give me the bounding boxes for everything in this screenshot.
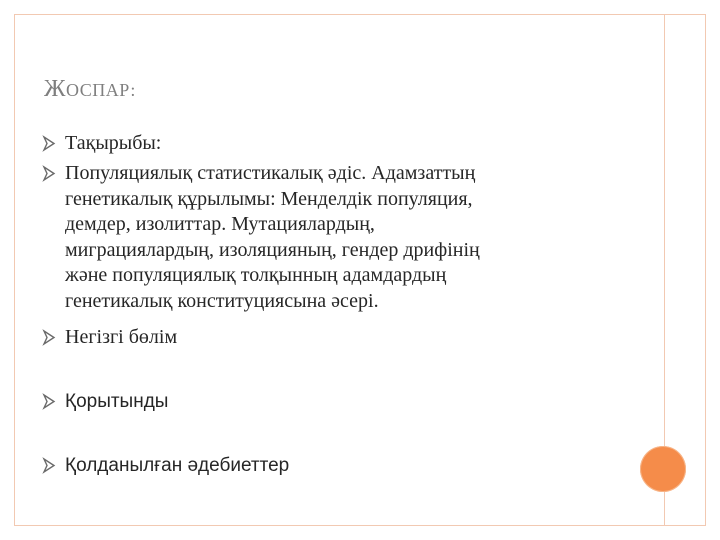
slide-title-rest: ОСПАР:: [66, 80, 136, 100]
bullet-item-topic: [42, 131, 602, 157]
bullet-item-conclusion: [42, 389, 602, 415]
arrowhead-bullet-icon: [42, 389, 58, 414]
arrowhead-bullet-icon: [42, 131, 58, 156]
bullet-text: Популяциялық статистикалық әдіс. Адамзаттың генетикалық құрылымы: Менделдік популяция, демдер, изолиттар. Мутациялардың, миграциялардың, изоляцияның, гендер дрифінің және популяциялық толқынның адамдардың генетикалық конституциясына әсері.: [65, 162, 480, 312]
bullet-item-references: [42, 453, 602, 479]
bullet-item-main-part: [42, 325, 602, 351]
bullet-text: Тақырыбы:: [65, 132, 162, 154]
arrowhead-bullet-icon: [42, 161, 58, 186]
bullet-text: Негізгі бөлім: [65, 326, 178, 348]
arrowhead-bullet-icon: [42, 325, 58, 350]
arrowhead-bullet-icon: [42, 453, 58, 478]
bullet-text: Қорытынды: [65, 391, 169, 412]
slide-title-first-letter: Ж: [44, 76, 67, 102]
orange-circle-icon: [640, 446, 686, 492]
slide-title: [44, 75, 136, 104]
bullet-item-introduction: [42, 161, 602, 314]
bullet-text: Қолданылған әдебиеттер: [65, 455, 290, 476]
